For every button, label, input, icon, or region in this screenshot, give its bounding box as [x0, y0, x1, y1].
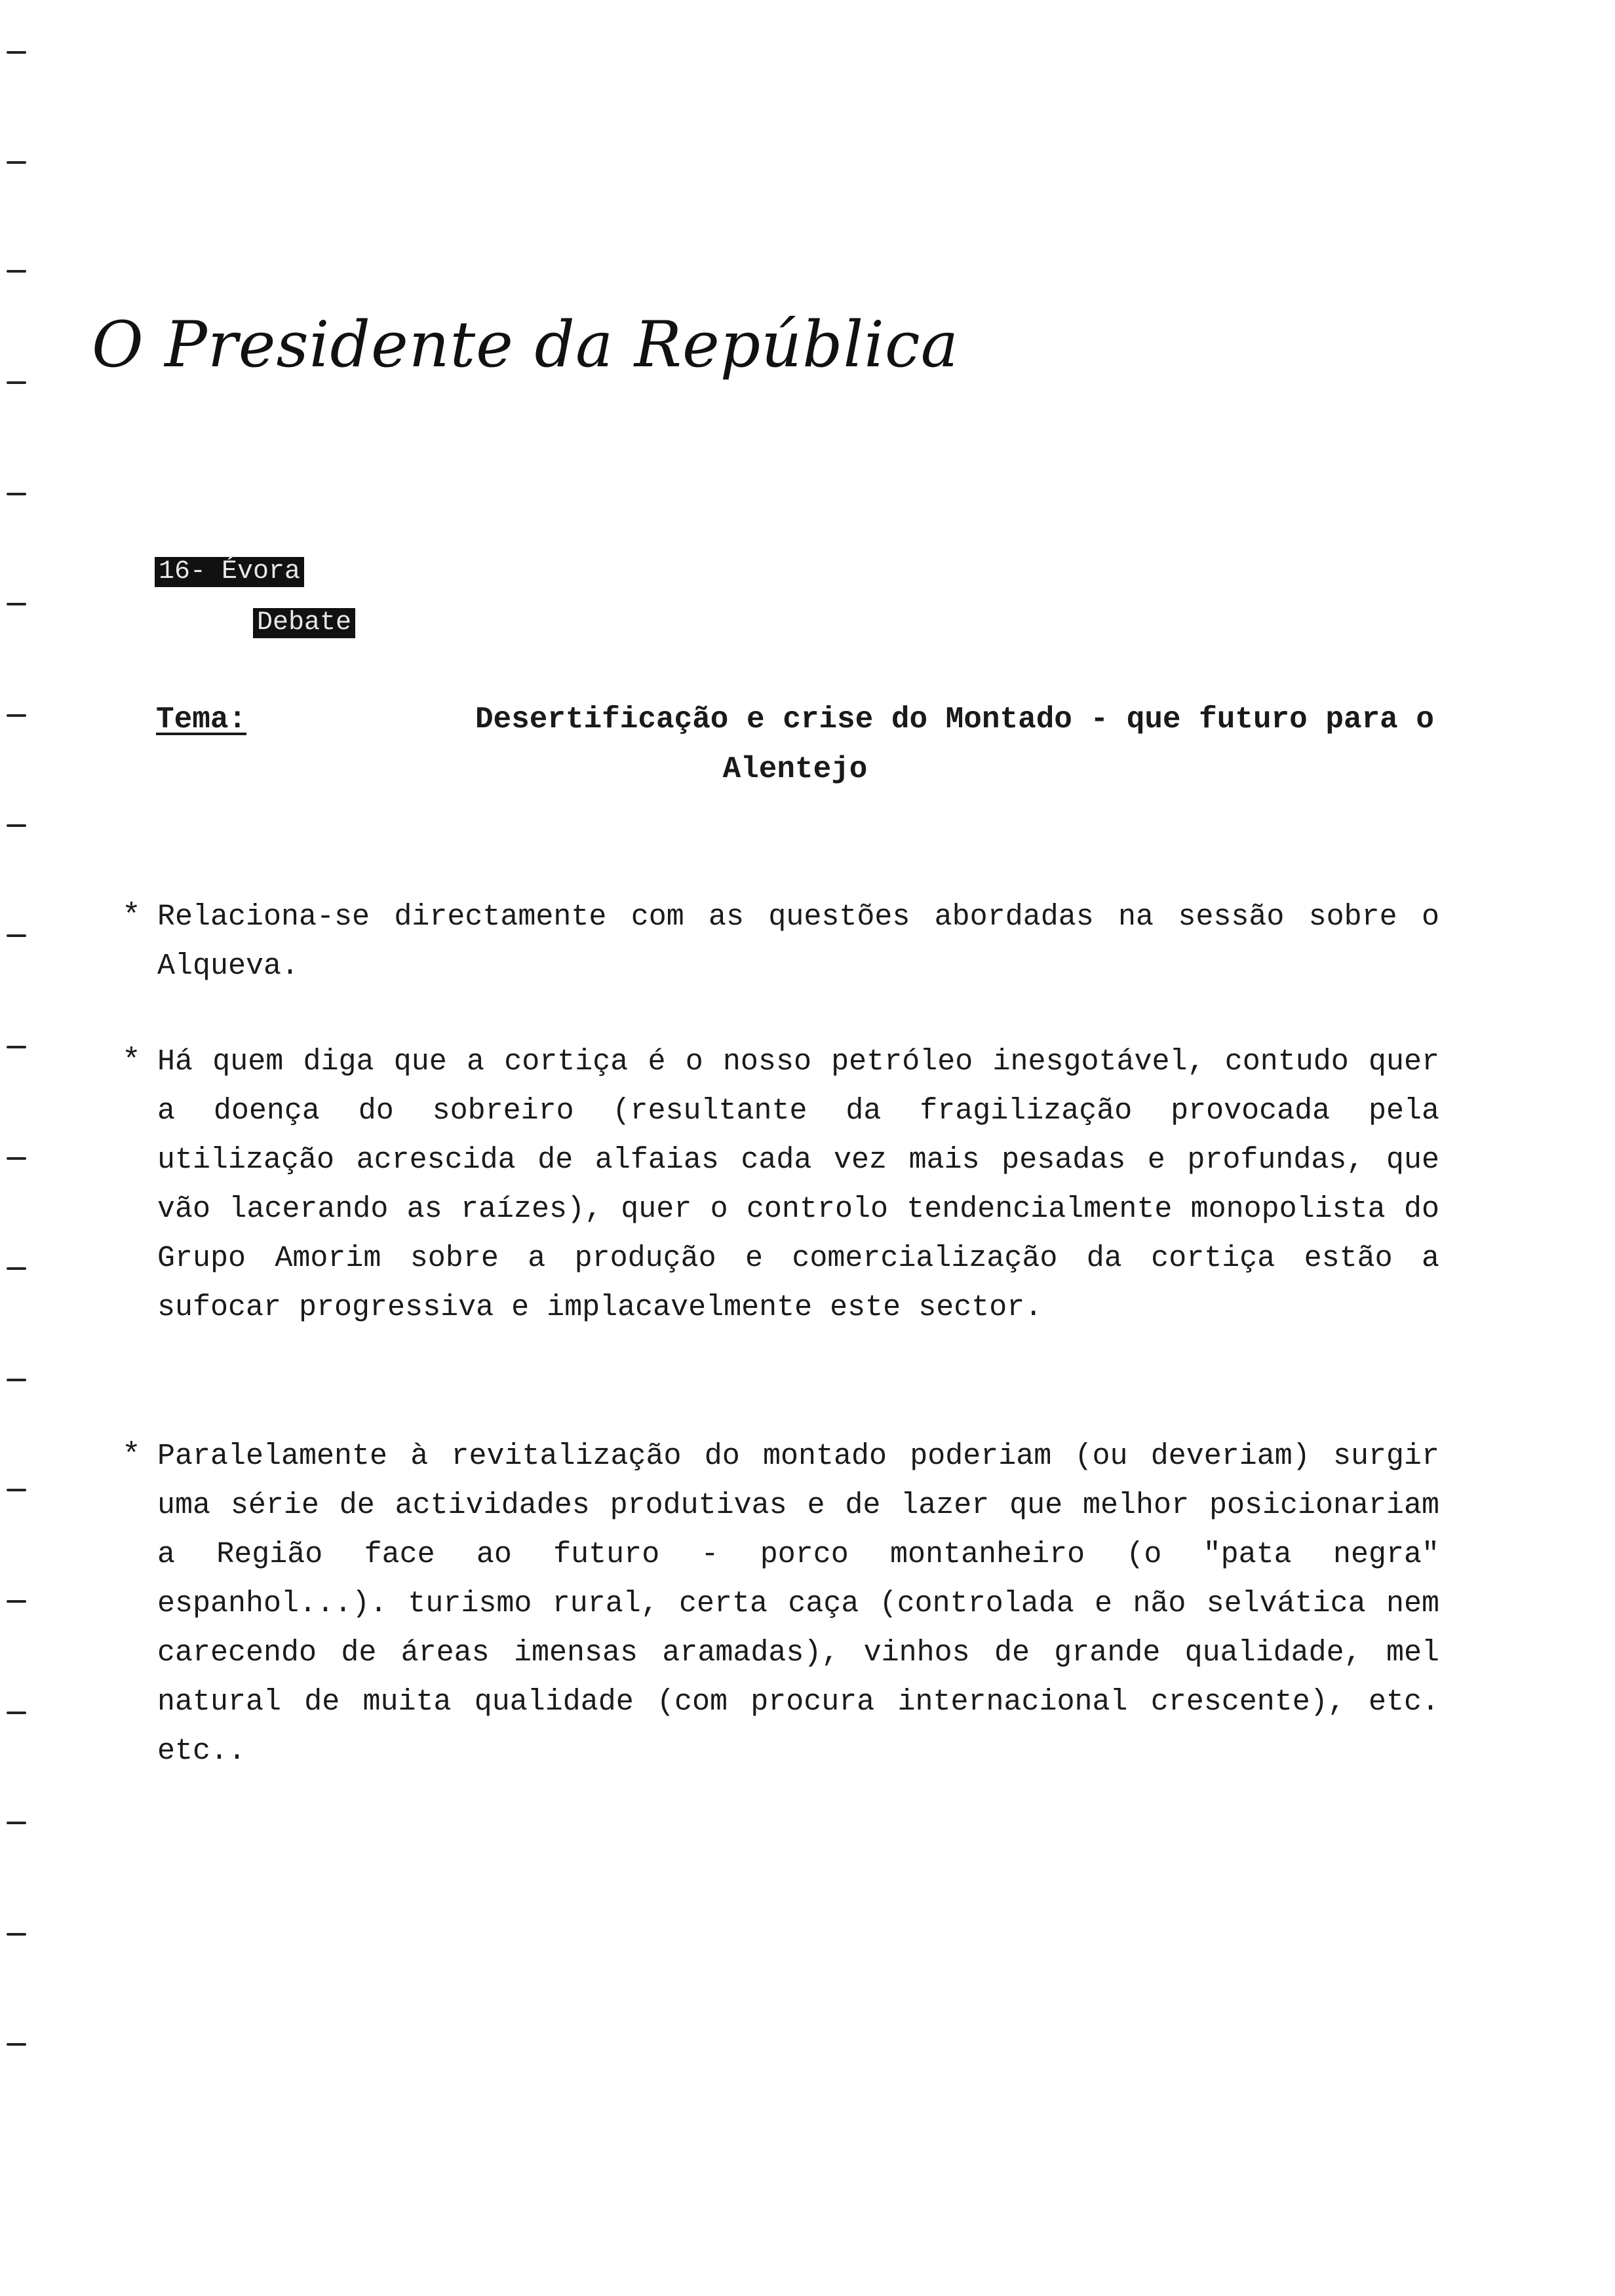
tema-title-line2: Alentejo — [722, 752, 868, 786]
bullet-marker: * — [122, 1044, 141, 1079]
reference-type: Debate — [253, 608, 355, 638]
bullet-marker: * — [122, 899, 141, 934]
tema-heading — [156, 695, 1434, 794]
binder-margin-marks — [0, 0, 39, 2296]
bullet-text: Paralelamente à revitalização do montado poderiam (ou deveriam) surgir uma série de actividades produtivas e de lazer que melhor posicionariam a Região face ao futuro - porco montanheiro (o "pata negra" espanhol...). turismo rural, certa caça (controlada e não selvática nem carecendo de áreas imensas aramadas), vinhos de grande qualidade, mel natural de muita qualidade (com procura internacional crescente), etc. etc.. — [157, 1440, 1439, 1768]
reference-number: 16- Évora — [155, 557, 304, 587]
bullet-marker: * — [122, 1438, 141, 1474]
letterhead: O Presidente da República — [92, 308, 959, 381]
bullet-item — [122, 1037, 1439, 1332]
bullet-text: Relaciona-se directamente com as questões abordadas na sessão sobre o Alqueva. — [157, 900, 1439, 983]
tema-title-line1: Desertificação e crise do Montado - que futuro para o — [475, 702, 1434, 737]
bullet-text: Há quem diga que a cortiça é o nosso petróleo inesgotável, contudo quer a doença do sobreiro (resultante da fragilização provocada pela utilização acrescida de alfaias cada vez mais pesadas e profundas, que vão lacerando as raízes), quer o controlo tendencialmente monopolista do Grupo Amorim sobre a produção e comercialização da cortiça estão a sufocar progressiva e implacavelmente este sector. — [157, 1045, 1439, 1324]
bullet-item — [122, 892, 1439, 991]
bullet-item — [122, 1432, 1439, 1776]
tema-label: Tema: — [156, 702, 247, 737]
